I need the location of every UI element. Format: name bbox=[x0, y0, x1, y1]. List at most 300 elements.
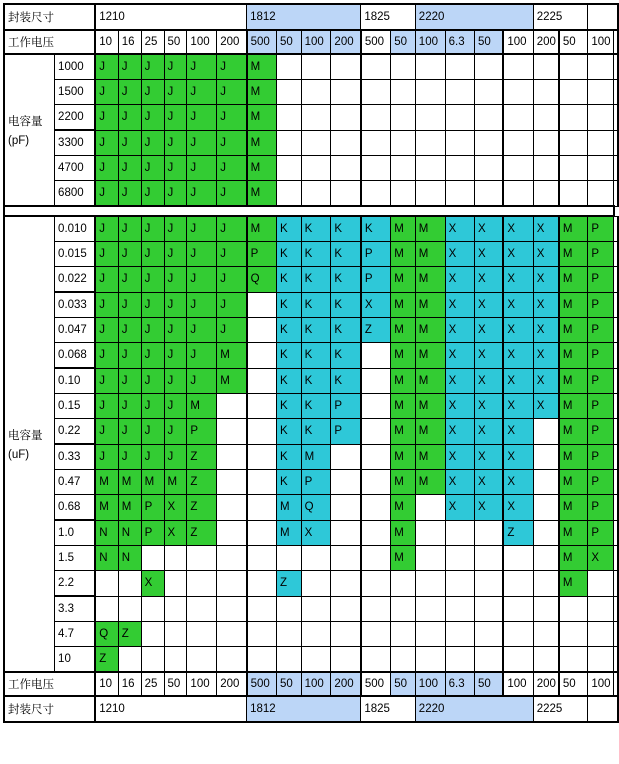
code-cell: J bbox=[95, 368, 118, 394]
code-cell bbox=[445, 80, 474, 105]
code-cell: M bbox=[141, 470, 164, 495]
code-cell: M bbox=[391, 343, 416, 369]
code-cell bbox=[141, 596, 164, 622]
code-cell: J bbox=[217, 267, 247, 293]
code-cell bbox=[301, 546, 331, 571]
code-cell bbox=[118, 647, 141, 673]
code-cell-empty bbox=[614, 54, 619, 80]
code-cell: M bbox=[415, 343, 445, 369]
package-cell: 1210 bbox=[95, 4, 246, 30]
voltage-header-row-top bbox=[4, 30, 618, 54]
code-cell bbox=[503, 596, 533, 622]
code-cell: X bbox=[474, 267, 503, 293]
code-cell bbox=[415, 156, 445, 181]
code-cell: K bbox=[277, 368, 302, 394]
code-cell bbox=[533, 156, 559, 181]
code-cell: X bbox=[141, 571, 164, 597]
code-cell: P bbox=[187, 419, 217, 445]
code-cell: J bbox=[141, 130, 164, 156]
code-cell: X bbox=[445, 444, 474, 470]
code-cell bbox=[247, 571, 277, 597]
code-cell: X bbox=[474, 444, 503, 470]
code-cell bbox=[247, 419, 277, 445]
voltage-cell: 200 bbox=[331, 30, 361, 54]
code-cell: X bbox=[533, 343, 559, 369]
code-cell: X bbox=[533, 216, 559, 242]
code-cell: X bbox=[474, 495, 503, 521]
code-cell: J bbox=[95, 181, 118, 207]
code-cell bbox=[445, 571, 474, 597]
code-cell bbox=[445, 181, 474, 207]
code-cell: J bbox=[118, 343, 141, 369]
code-cell: X bbox=[503, 343, 533, 369]
code-cell bbox=[217, 444, 247, 470]
code-cell: J bbox=[141, 242, 164, 267]
code-cell bbox=[415, 105, 445, 131]
code-cell: J bbox=[217, 292, 247, 318]
table-row bbox=[4, 156, 618, 181]
code-cell bbox=[247, 394, 277, 419]
code-cell: J bbox=[118, 444, 141, 470]
code-cell: J bbox=[95, 318, 118, 343]
code-cell-empty bbox=[614, 156, 619, 181]
code-cell: K bbox=[277, 267, 302, 293]
code-cell: J bbox=[118, 54, 141, 80]
table-row bbox=[4, 105, 618, 131]
capacitance-value: 0.47 bbox=[55, 470, 96, 495]
code-cell: M bbox=[415, 419, 445, 445]
code-cell bbox=[445, 105, 474, 131]
code-cell bbox=[415, 546, 445, 571]
code-cell bbox=[474, 130, 503, 156]
code-cell: Q bbox=[301, 495, 331, 521]
table-row bbox=[4, 318, 618, 343]
code-cell: J bbox=[164, 80, 187, 105]
voltage-cell: 50 bbox=[277, 672, 302, 696]
code-cell-empty bbox=[614, 444, 619, 470]
code-cell: J bbox=[187, 80, 217, 105]
code-cell: J bbox=[217, 242, 247, 267]
code-cell bbox=[247, 596, 277, 622]
code-cell: X bbox=[164, 520, 187, 546]
code-cell: X bbox=[445, 216, 474, 242]
code-cell: M bbox=[391, 216, 416, 242]
voltage-cell: 50 bbox=[391, 672, 416, 696]
code-cell bbox=[533, 181, 559, 207]
code-cell: M bbox=[391, 470, 416, 495]
code-cell: M bbox=[415, 267, 445, 293]
table-row bbox=[4, 571, 618, 597]
code-cell: X bbox=[533, 267, 559, 293]
code-cell: P bbox=[588, 419, 614, 445]
code-cell: J bbox=[141, 419, 164, 445]
code-cell: J bbox=[141, 318, 164, 343]
code-cell: K bbox=[301, 394, 331, 419]
code-cell bbox=[331, 181, 361, 207]
code-cell: M bbox=[118, 470, 141, 495]
code-cell: J bbox=[164, 419, 187, 445]
package-cell bbox=[588, 4, 618, 30]
code-cell bbox=[247, 470, 277, 495]
code-cell bbox=[247, 318, 277, 343]
code-cell bbox=[277, 181, 302, 207]
code-cell bbox=[301, 181, 331, 207]
code-cell bbox=[391, 181, 416, 207]
code-cell-empty bbox=[614, 242, 619, 267]
code-cell: J bbox=[95, 394, 118, 419]
code-cell bbox=[415, 80, 445, 105]
code-cell: M bbox=[391, 292, 416, 318]
code-cell bbox=[559, 181, 588, 207]
code-cell: M bbox=[247, 54, 277, 80]
code-cell: X bbox=[474, 343, 503, 369]
voltage-cell-empty bbox=[614, 672, 619, 696]
voltage-cell: 50 bbox=[164, 672, 187, 696]
voltage-cell: 200 bbox=[331, 672, 361, 696]
code-cell: X bbox=[445, 242, 474, 267]
voltage-cell: 6.3 bbox=[445, 30, 474, 54]
voltage-cell: 200 bbox=[217, 672, 247, 696]
capacitance-value: 3.3 bbox=[55, 596, 96, 622]
code-cell bbox=[247, 495, 277, 521]
table-row bbox=[4, 444, 618, 470]
code-cell: K bbox=[361, 216, 391, 242]
capacitance-value: 10 bbox=[55, 647, 96, 673]
code-cell: M bbox=[391, 318, 416, 343]
code-cell: Z bbox=[277, 571, 302, 597]
code-cell: J bbox=[118, 80, 141, 105]
code-cell: M bbox=[415, 318, 445, 343]
voltage-cell: 500 bbox=[247, 30, 277, 54]
code-cell: J bbox=[217, 105, 247, 131]
code-cell: J bbox=[141, 54, 164, 80]
code-cell-empty bbox=[614, 368, 619, 394]
code-cell: J bbox=[217, 54, 247, 80]
code-cell bbox=[445, 54, 474, 80]
code-cell: J bbox=[118, 419, 141, 445]
code-cell: J bbox=[187, 318, 217, 343]
code-cell bbox=[391, 156, 416, 181]
code-cell: K bbox=[277, 242, 302, 267]
code-cell bbox=[361, 181, 391, 207]
code-cell-empty bbox=[614, 130, 619, 156]
code-cell bbox=[217, 520, 247, 546]
voltage-cell: 50 bbox=[164, 30, 187, 54]
table-row bbox=[4, 520, 618, 546]
code-cell bbox=[331, 647, 361, 673]
voltage-cell: 50 bbox=[474, 30, 503, 54]
code-cell: X bbox=[474, 368, 503, 394]
code-cell bbox=[247, 368, 277, 394]
code-cell bbox=[588, 105, 614, 131]
code-cell bbox=[533, 80, 559, 105]
code-cell: J bbox=[164, 105, 187, 131]
code-cell: J bbox=[118, 242, 141, 267]
code-cell bbox=[361, 156, 391, 181]
code-cell: J bbox=[187, 292, 217, 318]
table-row bbox=[4, 596, 618, 622]
capacitance-value: 2.2 bbox=[55, 571, 96, 597]
code-cell: X bbox=[474, 292, 503, 318]
code-cell: J bbox=[164, 130, 187, 156]
table-row bbox=[4, 368, 618, 394]
code-cell bbox=[301, 54, 331, 80]
code-cell: X bbox=[474, 318, 503, 343]
code-cell: M bbox=[277, 520, 302, 546]
code-cell: J bbox=[141, 368, 164, 394]
code-cell: M bbox=[187, 394, 217, 419]
package-cell: 1812 bbox=[247, 696, 361, 722]
code-cell: X bbox=[301, 520, 331, 546]
code-cell: X bbox=[474, 216, 503, 242]
code-cell bbox=[415, 495, 445, 521]
code-cell bbox=[361, 444, 391, 470]
code-cell bbox=[588, 647, 614, 673]
capacitance-value: 0.22 bbox=[55, 419, 96, 445]
code-cell bbox=[277, 546, 302, 571]
code-cell: K bbox=[331, 343, 361, 369]
code-cell bbox=[331, 54, 361, 80]
code-cell-empty bbox=[614, 80, 619, 105]
code-cell: M bbox=[559, 242, 588, 267]
code-cell: M bbox=[559, 343, 588, 369]
code-cell: X bbox=[164, 495, 187, 521]
code-cell bbox=[533, 647, 559, 673]
code-cell: J bbox=[141, 181, 164, 207]
code-cell: Z bbox=[95, 647, 118, 673]
code-cell: K bbox=[331, 216, 361, 242]
code-cell bbox=[217, 546, 247, 571]
code-cell bbox=[247, 622, 277, 647]
code-cell: K bbox=[301, 292, 331, 318]
code-cell bbox=[391, 571, 416, 597]
code-cell bbox=[415, 571, 445, 597]
code-cell: M bbox=[559, 419, 588, 445]
code-cell bbox=[391, 130, 416, 156]
code-cell bbox=[247, 647, 277, 673]
code-cell: X bbox=[474, 242, 503, 267]
code-cell bbox=[217, 470, 247, 495]
capacitance-uf-label bbox=[4, 216, 55, 672]
code-cell bbox=[559, 80, 588, 105]
table-row bbox=[4, 130, 618, 156]
code-cell: J bbox=[187, 343, 217, 369]
code-cell: J bbox=[95, 54, 118, 80]
table-row bbox=[4, 647, 618, 673]
table-row bbox=[4, 419, 618, 445]
code-cell bbox=[277, 80, 302, 105]
code-cell: J bbox=[141, 292, 164, 318]
package-cell: 2220 bbox=[415, 4, 533, 30]
cap-unit-text: (pF) bbox=[8, 135, 30, 147]
voltage-cell: 100 bbox=[503, 672, 533, 696]
code-cell bbox=[533, 444, 559, 470]
code-cell: K bbox=[301, 368, 331, 394]
code-cell: P bbox=[588, 242, 614, 267]
code-cell bbox=[277, 596, 302, 622]
code-cell bbox=[361, 596, 391, 622]
code-cell bbox=[474, 105, 503, 131]
code-cell: M bbox=[247, 181, 277, 207]
code-cell: X bbox=[533, 242, 559, 267]
code-cell bbox=[187, 571, 217, 597]
code-cell bbox=[361, 470, 391, 495]
code-cell bbox=[474, 54, 503, 80]
code-cell: P bbox=[588, 267, 614, 293]
code-cell: J bbox=[187, 156, 217, 181]
code-cell: J bbox=[95, 242, 118, 267]
code-cell: X bbox=[474, 394, 503, 419]
code-cell: K bbox=[301, 343, 331, 369]
code-cell: X bbox=[445, 470, 474, 495]
code-cell bbox=[277, 54, 302, 80]
capacitance-value: 0.68 bbox=[55, 495, 96, 521]
code-cell bbox=[95, 571, 118, 597]
code-cell: X bbox=[533, 318, 559, 343]
code-cell: J bbox=[95, 343, 118, 369]
code-cell: X bbox=[503, 470, 533, 495]
package-size-label: 封装尺寸 bbox=[4, 4, 95, 30]
code-cell-empty bbox=[614, 394, 619, 419]
code-cell: M bbox=[559, 520, 588, 546]
code-cell: J bbox=[141, 444, 164, 470]
code-cell bbox=[361, 571, 391, 597]
code-cell: K bbox=[277, 292, 302, 318]
code-cell: M bbox=[247, 105, 277, 131]
code-cell bbox=[361, 546, 391, 571]
package-header-row-bottom bbox=[4, 696, 618, 722]
code-cell: Z bbox=[187, 495, 217, 521]
code-cell bbox=[415, 130, 445, 156]
code-cell: P bbox=[588, 318, 614, 343]
code-cell: X bbox=[445, 394, 474, 419]
capacitance-value: 1000 bbox=[55, 54, 96, 80]
code-cell: J bbox=[118, 156, 141, 181]
code-cell: X bbox=[445, 419, 474, 445]
voltage-cell: 100 bbox=[301, 672, 331, 696]
code-cell: J bbox=[187, 267, 217, 293]
table-row bbox=[4, 181, 618, 207]
code-cell bbox=[217, 596, 247, 622]
code-cell: J bbox=[118, 130, 141, 156]
code-cell: P bbox=[331, 394, 361, 419]
voltage-cell: 100 bbox=[588, 672, 614, 696]
capacitance-value: 2200 bbox=[55, 105, 96, 131]
code-cell: M bbox=[164, 470, 187, 495]
code-cell bbox=[533, 419, 559, 445]
code-cell-empty bbox=[614, 647, 619, 673]
code-cell: X bbox=[445, 495, 474, 521]
code-cell bbox=[361, 54, 391, 80]
code-cell bbox=[474, 181, 503, 207]
code-cell bbox=[503, 130, 533, 156]
code-cell bbox=[247, 546, 277, 571]
code-cell: J bbox=[95, 156, 118, 181]
code-cell bbox=[331, 546, 361, 571]
code-cell bbox=[187, 622, 217, 647]
code-cell: M bbox=[277, 495, 302, 521]
code-cell: M bbox=[391, 267, 416, 293]
code-cell bbox=[331, 444, 361, 470]
code-cell: M bbox=[415, 470, 445, 495]
code-cell: M bbox=[391, 546, 416, 571]
code-cell-empty bbox=[614, 105, 619, 131]
code-cell: J bbox=[118, 105, 141, 131]
code-cell: J bbox=[118, 267, 141, 293]
code-cell: K bbox=[277, 419, 302, 445]
code-cell: P bbox=[588, 292, 614, 318]
capacitance-value: 1.5 bbox=[55, 546, 96, 571]
code-cell: N bbox=[95, 546, 118, 571]
code-cell bbox=[559, 105, 588, 131]
code-cell: X bbox=[445, 368, 474, 394]
code-cell: J bbox=[217, 318, 247, 343]
code-cell: M bbox=[559, 571, 588, 597]
code-cell: X bbox=[533, 292, 559, 318]
code-cell: K bbox=[277, 343, 302, 369]
code-cell bbox=[445, 622, 474, 647]
code-cell-empty bbox=[614, 520, 619, 546]
code-cell bbox=[588, 54, 614, 80]
table-row bbox=[4, 267, 618, 293]
code-cell: M bbox=[415, 292, 445, 318]
code-cell bbox=[588, 622, 614, 647]
code-cell: K bbox=[331, 242, 361, 267]
code-cell: J bbox=[95, 419, 118, 445]
code-cell bbox=[503, 80, 533, 105]
code-cell: X bbox=[503, 318, 533, 343]
code-cell bbox=[445, 130, 474, 156]
code-cell: J bbox=[187, 54, 217, 80]
code-cell: M bbox=[391, 394, 416, 419]
code-cell bbox=[391, 596, 416, 622]
code-cell: X bbox=[503, 292, 533, 318]
code-cell: X bbox=[474, 470, 503, 495]
code-cell: M bbox=[415, 242, 445, 267]
code-cell bbox=[277, 156, 302, 181]
code-cell bbox=[533, 495, 559, 521]
capacitance-value: 0.015 bbox=[55, 242, 96, 267]
package-size-label: 封装尺寸 bbox=[4, 696, 95, 722]
code-cell bbox=[331, 80, 361, 105]
code-cell bbox=[533, 520, 559, 546]
voltage-cell: 100 bbox=[588, 30, 614, 54]
package-cell bbox=[588, 696, 618, 722]
capacitance-value: 0.010 bbox=[55, 216, 96, 242]
code-cell: X bbox=[503, 419, 533, 445]
voltage-cell: 16 bbox=[118, 30, 141, 54]
capacitance-value: 1500 bbox=[55, 80, 96, 105]
code-cell bbox=[331, 470, 361, 495]
code-cell bbox=[361, 520, 391, 546]
code-cell: M bbox=[391, 419, 416, 445]
code-cell: J bbox=[95, 80, 118, 105]
code-cell bbox=[301, 130, 331, 156]
code-cell: J bbox=[187, 216, 217, 242]
code-cell: J bbox=[164, 343, 187, 369]
code-cell: J bbox=[164, 267, 187, 293]
code-cell: K bbox=[331, 267, 361, 293]
voltage-cell: 200 bbox=[217, 30, 247, 54]
code-cell: M bbox=[95, 495, 118, 521]
code-cell: X bbox=[445, 318, 474, 343]
code-cell: J bbox=[187, 105, 217, 131]
code-cell: J bbox=[187, 130, 217, 156]
code-cell bbox=[247, 343, 277, 369]
voltage-cell: 500 bbox=[361, 672, 391, 696]
package-cell: 2225 bbox=[533, 4, 588, 30]
code-cell: K bbox=[301, 267, 331, 293]
